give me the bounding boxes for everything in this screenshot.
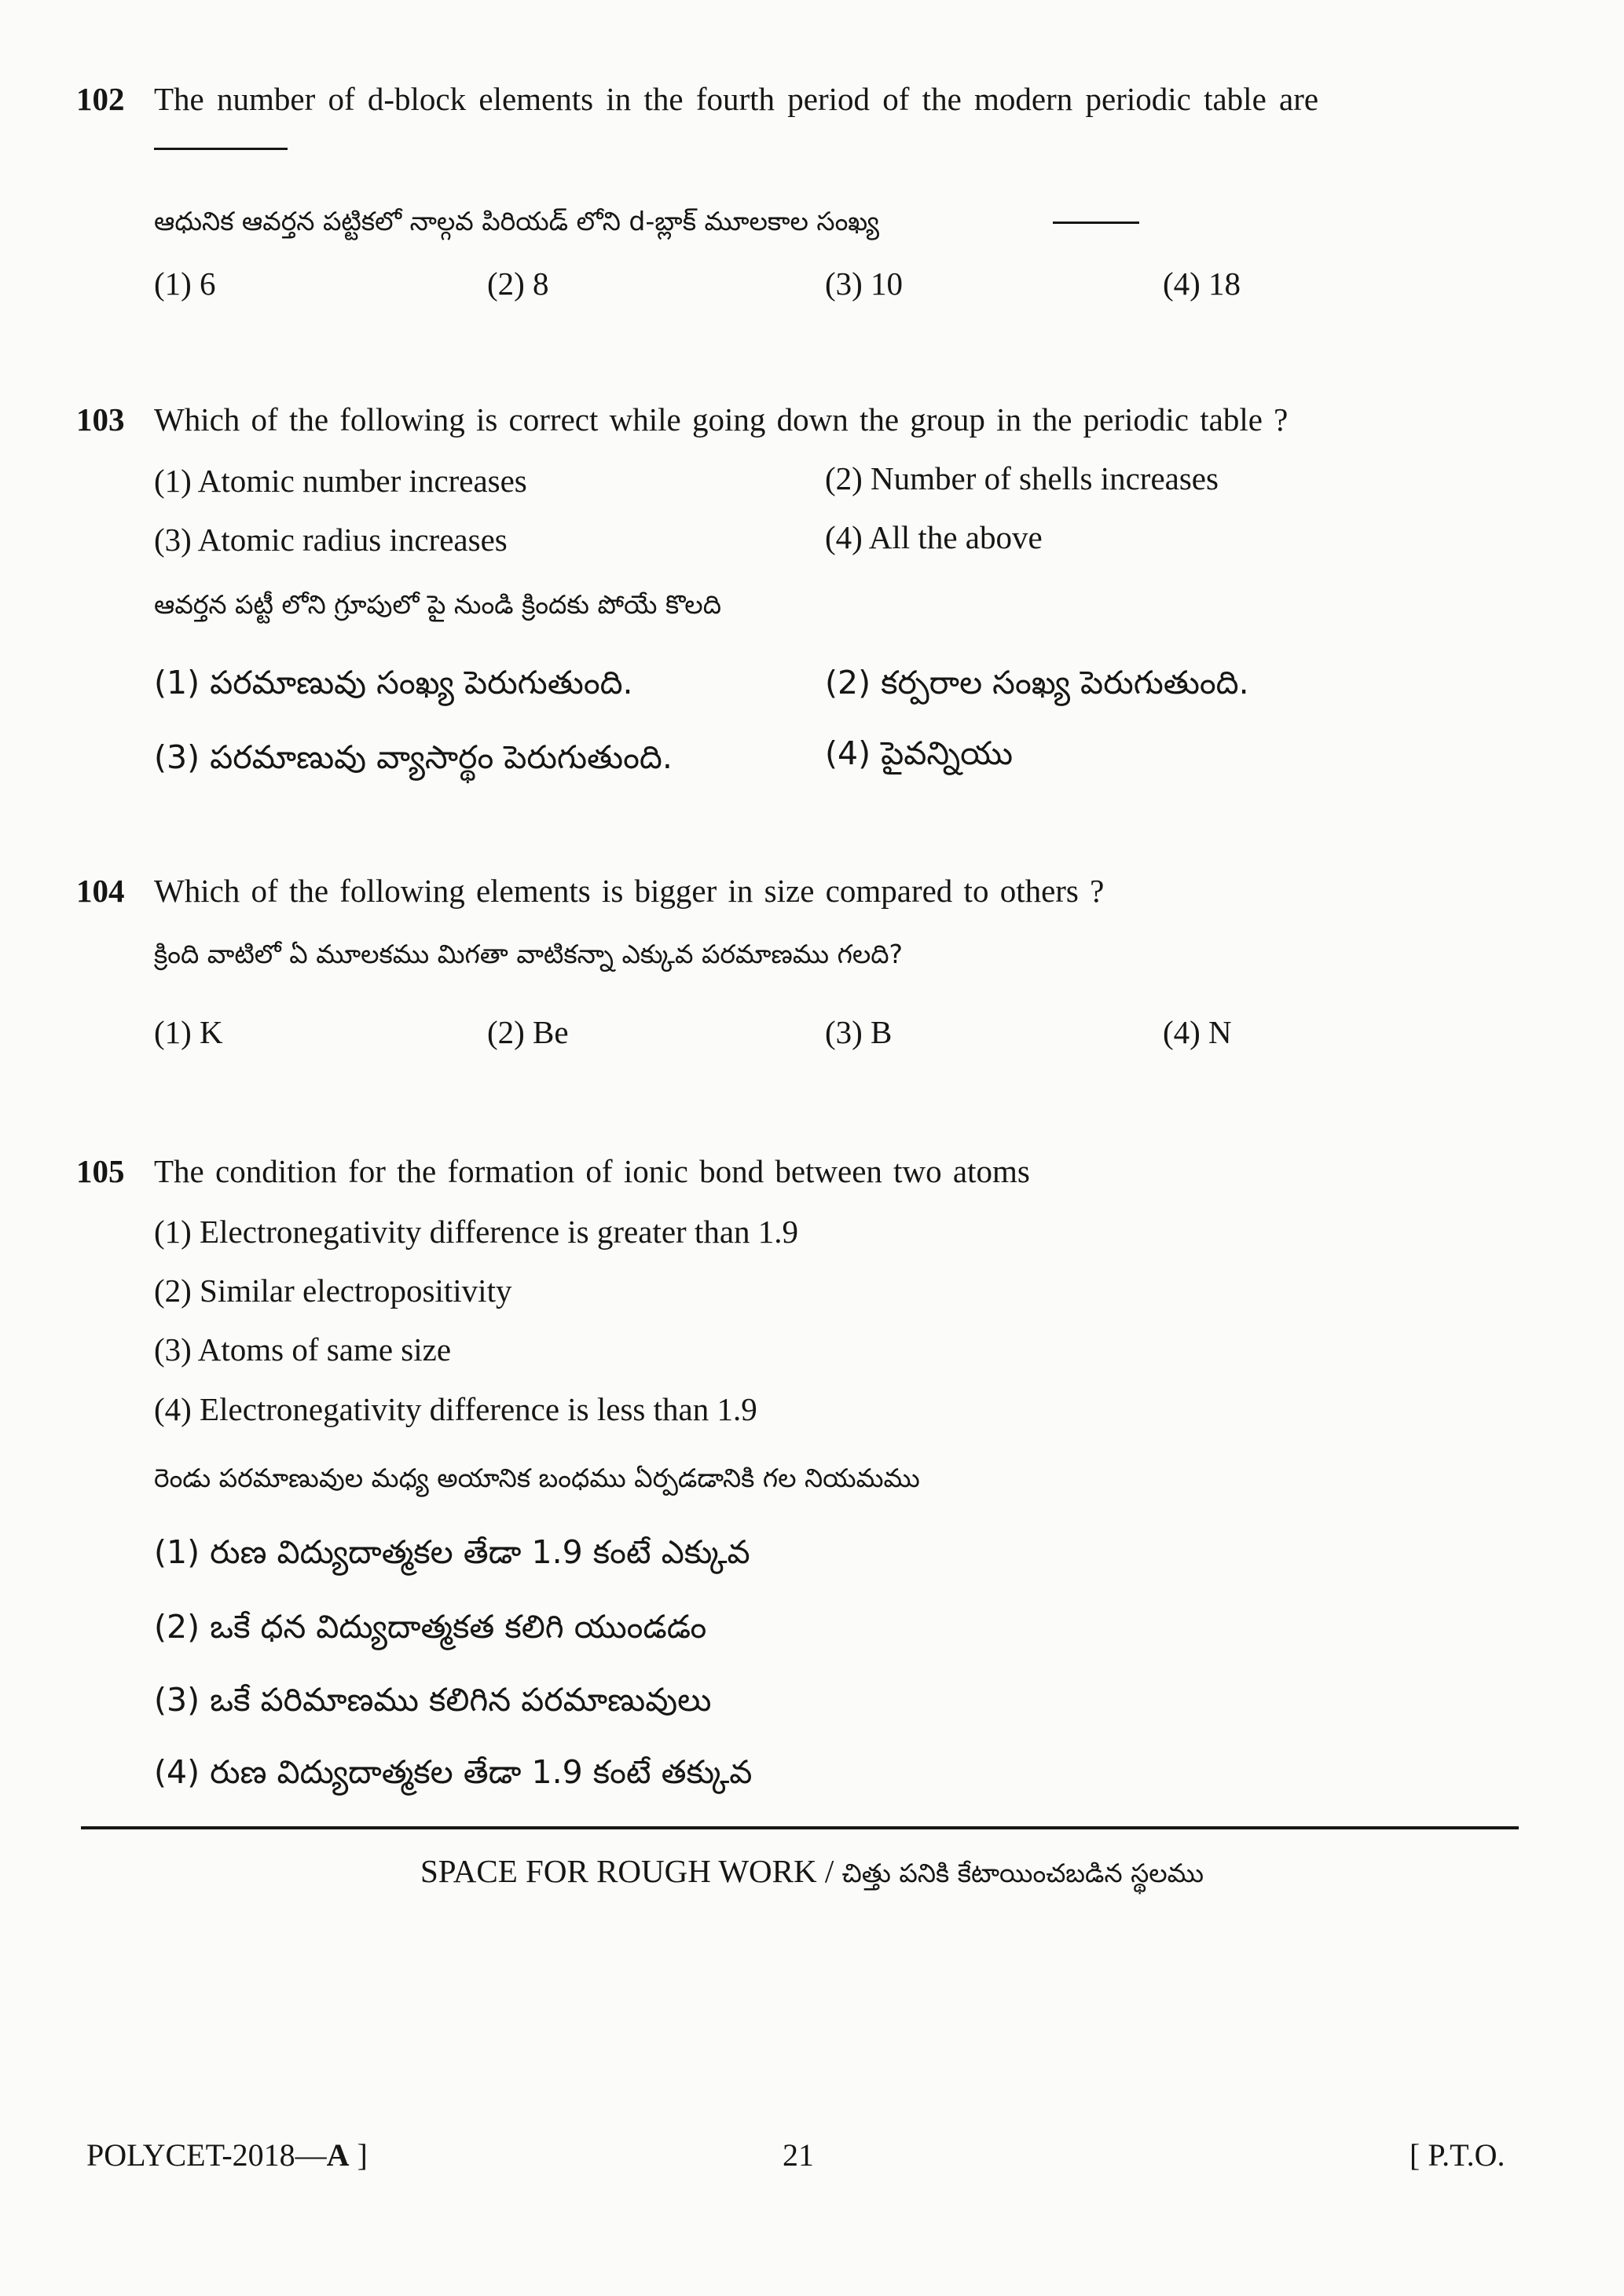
option-1: (1) Atomic number increases: [154, 463, 527, 499]
question-number: 102: [76, 81, 125, 117]
question-text-en: The condition for the formation of ionic bond between two atoms: [154, 1153, 1030, 1189]
answer-blank: [154, 148, 288, 150]
question-number: 104: [76, 873, 125, 909]
option-3: (3) 10: [825, 265, 904, 302]
option-2: (2) 8: [487, 265, 549, 302]
exam-code-prefix: POLYCET-2018—: [86, 2137, 327, 2173]
option-2: (2) Similar electropositivity: [154, 1273, 512, 1309]
please-turn-over: [ P.T.O.: [1410, 2137, 1505, 2173]
question-number: 103: [76, 401, 125, 438]
option-2: (2) Be: [487, 1014, 569, 1050]
exam-code: [86, 2137, 368, 2173]
option-4: (4) N: [1163, 1014, 1232, 1050]
rough-work-divider: [81, 1826, 1519, 1829]
question-text-en: The number of d-block elements in the fourth period of the modern periodic table are: [154, 81, 1319, 117]
option-te-4: (4) పైవన్నియు: [825, 734, 1014, 772]
option-3: (3) B: [825, 1014, 893, 1050]
option-1: (1) 6: [154, 265, 216, 302]
question-text-te: ఆధునిక ఆవర్తన పట్టికలో నాల్గవ పిరియడ్ లోని d-బ్లాక్ మూలకాల సంఖ్య: [154, 206, 879, 236]
option-te-1: (1) పరమాణువు సంఖ్య పెరుగుతుంది.: [154, 664, 633, 701]
exam-code-set: A: [326, 2137, 350, 2173]
question-text-en: Which of the following is correct while going down the group in the periodic table ?: [154, 401, 1289, 438]
option-te-1: (1) రుణ విద్యుదాత్మకల తేడా 1.9 కంటే ఎక్కువ: [154, 1533, 750, 1571]
option-1: (1) Electronegativity difference is greater than 1.9: [154, 1214, 799, 1250]
option-3: (3) Atoms of same size: [154, 1331, 452, 1368]
option-te-2: (2) ఒకే ధన విద్యుదాత్మకత కలిగి యుండడం: [154, 1608, 707, 1646]
option-4: (4) 18: [1163, 265, 1241, 302]
option-te-2: (2) కర్పరాల సంఖ్య పెరుగుతుంది.: [825, 664, 1249, 701]
option-te-3: (3) పరమాణువు వ్యాసార్థం పెరుగుతుంది.: [154, 738, 673, 776]
option-2: (2) Number of shells increases: [825, 460, 1219, 496]
page-number: 21: [783, 2137, 814, 2173]
question-text-te: క్రింది వాటిలో ఏ మూలకము మిగతా వాటికన్నా ఎక్కువ పరమాణము గలది?: [154, 939, 904, 969]
question-number: 105: [76, 1153, 125, 1189]
option-te-4: (4) రుణ విద్యుదాత్మకల తేడా 1.9 కంటే తక్కువ: [154, 1753, 753, 1791]
answer-blank: [1053, 222, 1139, 224]
exam-code-suffix: ]: [349, 2137, 368, 2173]
option-3: (3) Atomic radius increases: [154, 522, 508, 558]
option-4: (4) Electronegativity difference is less than 1.9: [154, 1391, 757, 1427]
rough-work-te: చిత్తు పనికి కేటాయించబడిన స్థలము: [841, 1858, 1204, 1888]
rough-work-separator: /: [816, 1853, 842, 1889]
rough-work-en: SPACE FOR ROUGH WORK: [420, 1853, 817, 1889]
question-text-te: రెండు పరమాణువుల మధ్య అయానిక బంధము ఏర్పడడానికి గల నియమము: [154, 1463, 920, 1493]
rough-work-caption: [0, 1852, 1624, 1895]
question-text-en: Which of the following elements is bigger in size compared to others ?: [154, 873, 1105, 909]
option-4: (4) All the above: [825, 519, 1043, 555]
option-1: (1) K: [154, 1014, 223, 1050]
question-text-te: ఆవర్తన పట్టీ లోని గ్రూపులో పై నుండి క్రిందకు పోయే కొలది: [154, 589, 722, 620]
option-te-3: (3) ఒకే పరిమాణము కలిగిన పరమాణువులు: [154, 1681, 712, 1719]
